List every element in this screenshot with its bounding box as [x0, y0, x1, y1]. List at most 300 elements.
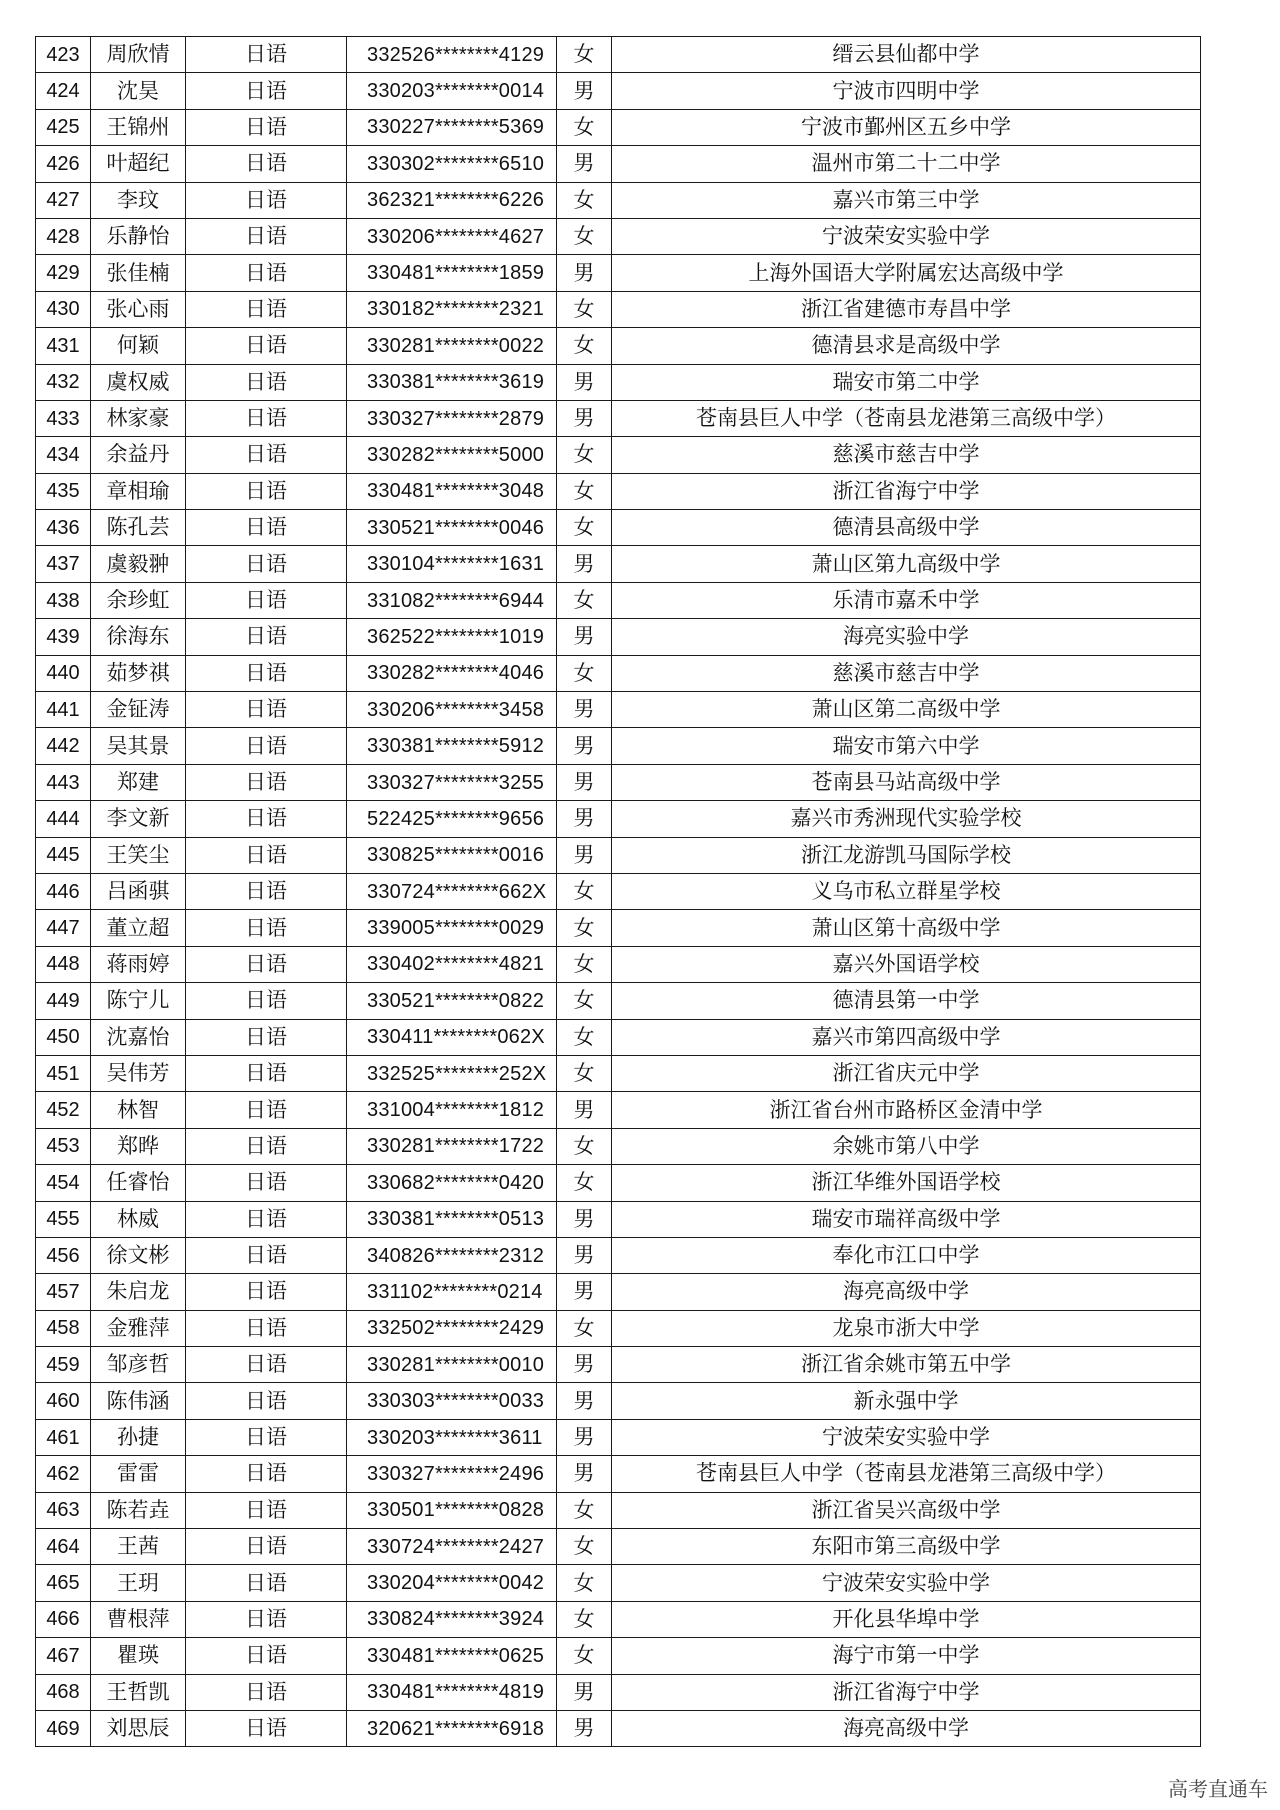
student-name-cell: 孙捷: [91, 1419, 186, 1455]
language-cell: 日语: [186, 910, 347, 946]
table-row: [36, 1019, 1201, 1055]
language-cell: 日语: [186, 510, 347, 546]
row-number-cell: 441: [36, 692, 91, 728]
language-cell: 日语: [186, 1565, 347, 1601]
gender-cell: 男: [557, 1674, 612, 1710]
gender-cell: 女: [557, 1128, 612, 1164]
id-number-cell: 330824********3924: [347, 1601, 557, 1637]
table-row: [36, 1492, 1201, 1528]
school-cell: 开化县华埠中学: [612, 1601, 1201, 1637]
table-row: [36, 328, 1201, 364]
table-row: [36, 1128, 1201, 1164]
language-cell: 日语: [186, 364, 347, 400]
school-cell: 苍南县巨人中学（苍南县龙港第三高级中学）: [612, 1456, 1201, 1492]
gender-cell: 女: [557, 1565, 612, 1601]
school-cell: 余姚市第八中学: [612, 1128, 1201, 1164]
gender-cell: 女: [557, 37, 612, 73]
student-name-cell: 何颖: [91, 328, 186, 364]
table-row: [36, 1310, 1201, 1346]
gender-cell: 男: [557, 837, 612, 873]
student-name-cell: 叶超纪: [91, 146, 186, 182]
id-number-cell: 330227********5369: [347, 109, 557, 145]
school-cell: 宁波荣安实验中学: [612, 218, 1201, 254]
gender-cell: 女: [557, 873, 612, 909]
language-cell: 日语: [186, 109, 347, 145]
id-number-cell: 332525********252X: [347, 1055, 557, 1091]
student-name-cell: 吴其景: [91, 728, 186, 764]
table-row: [36, 764, 1201, 800]
student-name-cell: 雷雷: [91, 1456, 186, 1492]
language-cell: 日语: [186, 1347, 347, 1383]
language-cell: 日语: [186, 873, 347, 909]
id-number-cell: 332526********4129: [347, 37, 557, 73]
gender-cell: 男: [557, 1092, 612, 1128]
table-row: [36, 837, 1201, 873]
student-name-cell: 沈昊: [91, 73, 186, 109]
row-number-cell: 449: [36, 983, 91, 1019]
school-cell: 浙江省台州市路桥区金清中学: [612, 1092, 1201, 1128]
row-number-cell: 443: [36, 764, 91, 800]
table-row: [36, 1674, 1201, 1710]
id-number-cell: 330381********0513: [347, 1201, 557, 1237]
row-number-cell: 450: [36, 1019, 91, 1055]
row-number-cell: 461: [36, 1419, 91, 1455]
gender-cell: 男: [557, 692, 612, 728]
id-number-cell: 332502********2429: [347, 1310, 557, 1346]
table-row: [36, 1565, 1201, 1601]
gender-cell: 女: [557, 910, 612, 946]
gender-cell: 女: [557, 655, 612, 691]
school-cell: 浙江省吴兴高级中学: [612, 1492, 1201, 1528]
table-row: [36, 1347, 1201, 1383]
id-number-cell: 330402********4821: [347, 946, 557, 982]
table-row: [36, 1419, 1201, 1455]
language-cell: 日语: [186, 218, 347, 254]
student-name-cell: 刘思辰: [91, 1710, 186, 1746]
gender-cell: 女: [557, 1165, 612, 1201]
school-cell: 瑞安市第六中学: [612, 728, 1201, 764]
school-cell: 浙江华维外国语学校: [612, 1165, 1201, 1201]
school-cell: 嘉兴市第四高级中学: [612, 1019, 1201, 1055]
school-cell: 苍南县马站高级中学: [612, 764, 1201, 800]
language-cell: 日语: [186, 1055, 347, 1091]
table-row: [36, 1710, 1201, 1746]
table-row: [36, 473, 1201, 509]
student-name-cell: 周欣情: [91, 37, 186, 73]
student-name-cell: 虞毅翀: [91, 546, 186, 582]
id-number-cell: 330282********5000: [347, 437, 557, 473]
table-row: [36, 73, 1201, 109]
table-row: [36, 873, 1201, 909]
school-cell: 宁波荣安实验中学: [612, 1565, 1201, 1601]
row-number-cell: 454: [36, 1165, 91, 1201]
row-number-cell: 440: [36, 655, 91, 691]
school-cell: 嘉兴外国语学校: [612, 946, 1201, 982]
row-number-cell: 445: [36, 837, 91, 873]
student-name-cell: 陈若垚: [91, 1492, 186, 1528]
student-name-cell: 金雅萍: [91, 1310, 186, 1346]
school-cell: 东阳市第三高级中学: [612, 1529, 1201, 1565]
student-name-cell: 王玥: [91, 1565, 186, 1601]
language-cell: 日语: [186, 328, 347, 364]
language-cell: 日语: [186, 1274, 347, 1310]
student-name-cell: 虞权威: [91, 364, 186, 400]
row-number-cell: 436: [36, 510, 91, 546]
language-cell: 日语: [186, 837, 347, 873]
student-name-cell: 章相瑜: [91, 473, 186, 509]
row-number-cell: 447: [36, 910, 91, 946]
id-number-cell: 330206********3458: [347, 692, 557, 728]
school-cell: 德清县求是高级中学: [612, 328, 1201, 364]
gender-cell: 女: [557, 291, 612, 327]
row-number-cell: 434: [36, 437, 91, 473]
school-cell: 瑞安市瑞祥高级中学: [612, 1201, 1201, 1237]
school-cell: 瑞安市第二中学: [612, 364, 1201, 400]
id-number-cell: 340826********2312: [347, 1237, 557, 1273]
row-number-cell: 458: [36, 1310, 91, 1346]
id-number-cell: 331082********6944: [347, 582, 557, 618]
gender-cell: 男: [557, 1383, 612, 1419]
id-number-cell: 330825********0016: [347, 837, 557, 873]
language-cell: 日语: [186, 1419, 347, 1455]
school-cell: 海亮高级中学: [612, 1710, 1201, 1746]
student-name-cell: 林威: [91, 1201, 186, 1237]
row-number-cell: 467: [36, 1638, 91, 1674]
school-cell: 海亮高级中学: [612, 1274, 1201, 1310]
gender-cell: 男: [557, 764, 612, 800]
gender-cell: 男: [557, 1456, 612, 1492]
table-row: [36, 1638, 1201, 1674]
school-cell: 浙江省海宁中学: [612, 1674, 1201, 1710]
id-number-cell: 330303********0033: [347, 1383, 557, 1419]
language-cell: 日语: [186, 1529, 347, 1565]
language-cell: 日语: [186, 1456, 347, 1492]
school-cell: 缙云县仙都中学: [612, 37, 1201, 73]
gender-cell: 女: [557, 109, 612, 145]
student-name-cell: 余珍虹: [91, 582, 186, 618]
gender-cell: 女: [557, 1019, 612, 1055]
student-name-cell: 乐静怡: [91, 218, 186, 254]
language-cell: 日语: [186, 1201, 347, 1237]
row-number-cell: 429: [36, 255, 91, 291]
student-name-cell: 王哲凯: [91, 1674, 186, 1710]
school-cell: 慈溪市慈吉中学: [612, 437, 1201, 473]
language-cell: 日语: [186, 692, 347, 728]
language-cell: 日语: [186, 255, 347, 291]
table-row: [36, 1237, 1201, 1273]
language-cell: 日语: [186, 1492, 347, 1528]
language-cell: 日语: [186, 37, 347, 73]
table-row: [36, 1456, 1201, 1492]
table-row: [36, 255, 1201, 291]
id-number-cell: 522425********9656: [347, 801, 557, 837]
row-number-cell: 435: [36, 473, 91, 509]
row-number-cell: 431: [36, 328, 91, 364]
school-cell: 龙泉市浙大中学: [612, 1310, 1201, 1346]
student-name-cell: 余益丹: [91, 437, 186, 473]
school-cell: 浙江龙游凯马国际学校: [612, 837, 1201, 873]
student-name-cell: 王锦州: [91, 109, 186, 145]
gender-cell: 男: [557, 801, 612, 837]
id-number-cell: 330724********2427: [347, 1529, 557, 1565]
gender-cell: 男: [557, 1419, 612, 1455]
row-number-cell: 424: [36, 73, 91, 109]
id-number-cell: 330282********4046: [347, 655, 557, 691]
row-number-cell: 452: [36, 1092, 91, 1128]
student-name-cell: 陈伟涵: [91, 1383, 186, 1419]
language-cell: 日语: [186, 582, 347, 618]
language-cell: 日语: [186, 1019, 347, 1055]
gender-cell: 男: [557, 1347, 612, 1383]
school-cell: 苍南县巨人中学（苍南县龙港第三高级中学）: [612, 400, 1201, 436]
row-number-cell: 468: [36, 1674, 91, 1710]
table-row: [36, 655, 1201, 691]
gender-cell: 女: [557, 1529, 612, 1565]
language-cell: 日语: [186, 655, 347, 691]
table-row: [36, 510, 1201, 546]
student-name-cell: 董立超: [91, 910, 186, 946]
language-cell: 日语: [186, 291, 347, 327]
gender-cell: 男: [557, 1274, 612, 1310]
watermark-label: 高考直通车: [1168, 1777, 1268, 1801]
school-cell: 萧山区第九高级中学: [612, 546, 1201, 582]
student-name-cell: 吴伟芳: [91, 1055, 186, 1091]
school-cell: 萧山区第二高级中学: [612, 692, 1201, 728]
id-number-cell: 330724********662X: [347, 873, 557, 909]
gender-cell: 女: [557, 328, 612, 364]
school-cell: 浙江省庆元中学: [612, 1055, 1201, 1091]
id-number-cell: 330281********0010: [347, 1347, 557, 1383]
table-row: [36, 1055, 1201, 1091]
school-cell: 义乌市私立群星学校: [612, 873, 1201, 909]
id-number-cell: 330327********2496: [347, 1456, 557, 1492]
school-cell: 浙江省余姚市第五中学: [612, 1347, 1201, 1383]
row-number-cell: 457: [36, 1274, 91, 1310]
table-row: [36, 1274, 1201, 1310]
row-number-cell: 448: [36, 946, 91, 982]
gender-cell: 男: [557, 728, 612, 764]
id-number-cell: 330327********2879: [347, 400, 557, 436]
school-cell: 德清县高级中学: [612, 510, 1201, 546]
table-row: [36, 182, 1201, 218]
id-number-cell: 330203********3611: [347, 1419, 557, 1455]
table-row: [36, 1601, 1201, 1637]
row-number-cell: 428: [36, 218, 91, 254]
id-number-cell: 330281********1722: [347, 1128, 557, 1164]
row-number-cell: 438: [36, 582, 91, 618]
student-name-cell: 瞿瑛: [91, 1638, 186, 1674]
gender-cell: 男: [557, 619, 612, 655]
id-number-cell: 331102********0214: [347, 1274, 557, 1310]
student-name-cell: 金钲涛: [91, 692, 186, 728]
school-cell: 宁波市四明中学: [612, 73, 1201, 109]
student-name-cell: 张佳楠: [91, 255, 186, 291]
language-cell: 日语: [186, 1674, 347, 1710]
row-number-cell: 439: [36, 619, 91, 655]
row-number-cell: 462: [36, 1456, 91, 1492]
id-number-cell: 362321********6226: [347, 182, 557, 218]
language-cell: 日语: [186, 1383, 347, 1419]
row-number-cell: 426: [36, 146, 91, 182]
row-number-cell: 433: [36, 400, 91, 436]
table-row: [36, 1529, 1201, 1565]
school-cell: 浙江省海宁中学: [612, 473, 1201, 509]
language-cell: 日语: [186, 946, 347, 982]
student-name-cell: 朱启龙: [91, 1274, 186, 1310]
table-row: [36, 1092, 1201, 1128]
row-number-cell: 432: [36, 364, 91, 400]
gender-cell: 女: [557, 1492, 612, 1528]
gender-cell: 男: [557, 73, 612, 109]
student-name-cell: 徐文彬: [91, 1237, 186, 1273]
student-name-cell: 陈孔芸: [91, 510, 186, 546]
table-row: [36, 400, 1201, 436]
student-name-cell: 林智: [91, 1092, 186, 1128]
language-cell: 日语: [186, 437, 347, 473]
gender-cell: 女: [557, 218, 612, 254]
id-number-cell: 330481********0625: [347, 1638, 557, 1674]
gender-cell: 女: [557, 582, 612, 618]
student-name-cell: 李玟: [91, 182, 186, 218]
student-name-cell: 王茜: [91, 1529, 186, 1565]
language-cell: 日语: [186, 400, 347, 436]
row-number-cell: 460: [36, 1383, 91, 1419]
id-number-cell: 362522********1019: [347, 619, 557, 655]
gender-cell: 女: [557, 1601, 612, 1637]
table-row: [36, 146, 1201, 182]
language-cell: 日语: [186, 1601, 347, 1637]
row-number-cell: 464: [36, 1529, 91, 1565]
gender-cell: 女: [557, 437, 612, 473]
school-cell: 嘉兴市秀洲现代实验学校: [612, 801, 1201, 837]
table-row: [36, 692, 1201, 728]
language-cell: 日语: [186, 546, 347, 582]
language-cell: 日语: [186, 182, 347, 218]
gender-cell: 男: [557, 546, 612, 582]
id-number-cell: 339005********0029: [347, 910, 557, 946]
language-cell: 日语: [186, 983, 347, 1019]
student-name-cell: 茹梦祺: [91, 655, 186, 691]
table-row: [36, 37, 1201, 73]
student-name-cell: 徐海东: [91, 619, 186, 655]
id-number-cell: 330204********0042: [347, 1565, 557, 1601]
student-name-cell: 曹根萍: [91, 1601, 186, 1637]
gender-cell: 女: [557, 473, 612, 509]
table-row: [36, 946, 1201, 982]
row-number-cell: 455: [36, 1201, 91, 1237]
id-number-cell: 330381********5912: [347, 728, 557, 764]
table-row: [36, 801, 1201, 837]
language-cell: 日语: [186, 73, 347, 109]
language-cell: 日语: [186, 728, 347, 764]
id-number-cell: 330682********0420: [347, 1165, 557, 1201]
table-row: [36, 546, 1201, 582]
row-number-cell: 466: [36, 1601, 91, 1637]
language-cell: 日语: [186, 1638, 347, 1674]
table-row: [36, 437, 1201, 473]
id-number-cell: 330411********062X: [347, 1019, 557, 1055]
student-name-cell: 吕函骐: [91, 873, 186, 909]
table-row: [36, 364, 1201, 400]
row-number-cell: 446: [36, 873, 91, 909]
school-cell: 温州市第二十二中学: [612, 146, 1201, 182]
gender-cell: 男: [557, 364, 612, 400]
gender-cell: 女: [557, 946, 612, 982]
language-cell: 日语: [186, 764, 347, 800]
table-row: [36, 619, 1201, 655]
row-number-cell: 427: [36, 182, 91, 218]
id-number-cell: 330521********0046: [347, 510, 557, 546]
student-name-cell: 沈嘉怡: [91, 1019, 186, 1055]
school-cell: 嘉兴市第三中学: [612, 182, 1201, 218]
table-row: [36, 1165, 1201, 1201]
gender-cell: 男: [557, 1201, 612, 1237]
student-name-cell: 郑建: [91, 764, 186, 800]
roster-table: [35, 36, 1201, 1747]
language-cell: 日语: [186, 473, 347, 509]
roster-table-wrapper: [35, 36, 1200, 1747]
row-number-cell: 437: [36, 546, 91, 582]
student-name-cell: 陈宁儿: [91, 983, 186, 1019]
table-row: [36, 582, 1201, 618]
school-cell: 慈溪市慈吉中学: [612, 655, 1201, 691]
school-cell: 宁波市鄞州区五乡中学: [612, 109, 1201, 145]
roster-table-body: [36, 37, 1201, 1747]
id-number-cell: 330327********3255: [347, 764, 557, 800]
gender-cell: 女: [557, 983, 612, 1019]
gender-cell: 男: [557, 1237, 612, 1273]
id-number-cell: 330281********0022: [347, 328, 557, 364]
gender-cell: 女: [557, 182, 612, 218]
school-cell: 奉化市江口中学: [612, 1237, 1201, 1273]
school-cell: 上海外国语大学附属宏达高级中学: [612, 255, 1201, 291]
student-name-cell: 郑晔: [91, 1128, 186, 1164]
school-cell: 宁波荣安实验中学: [612, 1419, 1201, 1455]
gender-cell: 男: [557, 146, 612, 182]
student-name-cell: 李文新: [91, 801, 186, 837]
table-row: [36, 291, 1201, 327]
id-number-cell: 330203********0014: [347, 73, 557, 109]
school-cell: 浙江省建德市寿昌中学: [612, 291, 1201, 327]
school-cell: 乐清市嘉禾中学: [612, 582, 1201, 618]
id-number-cell: 330481********1859: [347, 255, 557, 291]
id-number-cell: 330182********2321: [347, 291, 557, 327]
student-name-cell: 邹彦哲: [91, 1347, 186, 1383]
language-cell: 日语: [186, 1710, 347, 1746]
gender-cell: 女: [557, 1310, 612, 1346]
language-cell: 日语: [186, 1128, 347, 1164]
table-row: [36, 728, 1201, 764]
row-number-cell: 444: [36, 801, 91, 837]
gender-cell: 男: [557, 1710, 612, 1746]
school-cell: 新永强中学: [612, 1383, 1201, 1419]
language-cell: 日语: [186, 801, 347, 837]
student-name-cell: 王笑尘: [91, 837, 186, 873]
table-row: [36, 910, 1201, 946]
row-number-cell: 423: [36, 37, 91, 73]
id-number-cell: 320621********6918: [347, 1710, 557, 1746]
gender-cell: 女: [557, 1638, 612, 1674]
id-number-cell: 330206********4627: [347, 218, 557, 254]
id-number-cell: 330521********0822: [347, 983, 557, 1019]
gender-cell: 男: [557, 255, 612, 291]
school-cell: 海宁市第一中学: [612, 1638, 1201, 1674]
gender-cell: 男: [557, 400, 612, 436]
id-number-cell: 330381********3619: [347, 364, 557, 400]
row-number-cell: 453: [36, 1128, 91, 1164]
school-cell: 海亮实验中学: [612, 619, 1201, 655]
row-number-cell: 465: [36, 1565, 91, 1601]
